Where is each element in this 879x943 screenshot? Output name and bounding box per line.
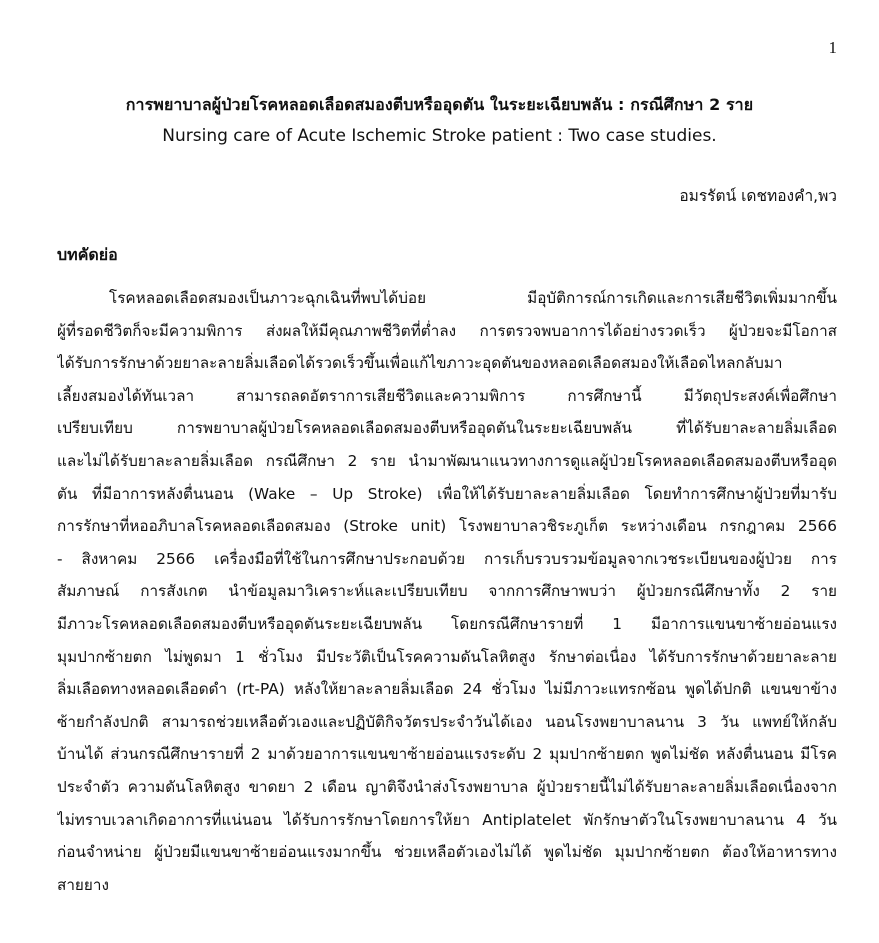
abstract-line: การรักษาที่หออภิบาลโรคหลอดเลือดสมอง (Stroke unit) โรงพยาบาลวชิระภูเก็ต ระหว่างเดือน กรกฎาคม 2566 [57, 517, 837, 536]
title-english: Nursing care of Acute Ischemic Stroke patient : Two case studies. [162, 126, 717, 146]
abstract-body [57, 282, 837, 901]
abstract-line: ผู้ที่รอดชีวิตก็จะมีความพิการ ส่งผลให้มีคุณภาพชีวิตที่ต่ำลง การตรวจพบอาการได้อย่างรวดเร็ว ผู้ป่วยจะมีโอกาส [57, 321, 837, 340]
abstract-line: บ้านได้ ส่วนกรณีศึกษารายที่ 2 มาด้วยอาการแขนขาซ้ายอ่อนแรงระดับ 2 มุมปากซ้ายตก พูดไม่ชัด หลังตื่นนอน มีโรค [57, 745, 837, 764]
abstract-line: และไม่ได้รับยาละลายลิ่มเลือด กรณีศึกษา 2 ราย นำมาพัฒนาแนวทางการดูแลผู้ป่วยโรคหลอดเลือดสมองตีบหรืออุด [57, 451, 837, 470]
author-name: อมรรัตน์ เดชทองคำ,พว [679, 187, 837, 205]
abstract-line: - สิงหาคม 2566 เครื่องมือที่ใช้ในการศึกษาประกอบด้วย การเก็บรวบรวมข้อมูลจากเวชระเบียนของผู้ป่วย การ [57, 549, 837, 568]
abstract-line: ได้รับการรักษาด้วยยาละลายลิ่มเลือดได้รวดเร็วขึ้นเพื่อแก้ไขภาวะอุดตันของหลอดเลือดสมองให้เลือดไหลกลับมา [57, 354, 783, 373]
abstract-heading: บทคัดย่อ [57, 245, 118, 264]
abstract-line: สายยาง [57, 875, 109, 894]
abstract-line: สัมภาษณ์ การสังเกต นำข้อมูลมาวิเคราะห์และเปรียบเทียบ จากการศึกษาพบว่า ผู้ป่วยกรณีศึกษาทั้ง 2 ราย [57, 582, 837, 601]
abstract-line: ไม่ทราบเวลาเกิดอาการที่แน่นอน ได้รับการรักษาโดยการให้ยา Antiplatelet พักรักษาตัวในโรงพยาบาลนาน 4 วัน [57, 810, 837, 829]
abstract-line: ลิ่มเลือดทางหลอดเลือดดำ (rt-PA) หลังให้ยาละลายลิ่มเลือด 24 ชั่วโมง ไม่มีภาวะแทรกซ้อน พูดได้ปกติ แขนขาข้าง [57, 680, 837, 699]
abstract-line: ประจำตัว ความดันโลหิตสูง ขาดยา 2 เดือน ญาติจึงนำส่งโรงพยาบาล ผู้ป่วยรายนี้ไม่ได้รับยาละลายลิ่มเลือดเนื่องจาก [57, 777, 837, 796]
page-number: 1 [828, 38, 837, 57]
abstract-line: ซ้ายกำลังปกติ สามารถช่วยเหลือตัวเองและปฏิบัติกิจวัตรประจำวันได้เอง นอนโรงพยาบาลนาน 3 วัน แพทย์ให้กลับ [57, 712, 837, 731]
abstract-line: ก่อนจำหน่าย ผู้ป่วยมีแขนขาซ้ายอ่อนแรงมากขึ้น ช่วยเหลือตัวเองไม่ได้ พูดไม่ชัด มุมปากซ้ายตก ต้องให้อาหารทาง [57, 843, 837, 862]
abstract-line: เลี้ยงสมองได้ทันเวลา สามารถลดอัตราการเสียชีวิตและความพิการ การศึกษานี้ มีวัตถุประสงค์เพื่อศึกษา [57, 386, 837, 405]
abstract-line: เปรียบเทียบ การพยาบาลผู้ป่วยโรคหลอดเลือดสมองตีบหรืออุดตันในระยะเฉียบพลัน ที่ได้รับยาละลายลิ่มเลือด [57, 419, 837, 438]
abstract-line: มุมปากซ้ายตก ไม่พูดมา 1 ชั่วโมง มีประวัติเป็นโรคความดันโลหิตสูง รักษาต่อเนื่อง ได้รับการรักษาด้วยยาละลาย [57, 647, 837, 666]
abstract-line: มีภาวะโรคหลอดเลือดสมองตีบหรืออุดตันระยะเฉียบพลัน โดยกรณีศึกษารายที่ 1 มีอาการแขนขาซ้ายอ่อนแรง [57, 614, 837, 633]
title-thai: การพยาบาลผู้ป่วยโรคหลอดเลือดสมองตีบหรืออุดตัน ในระยะเฉียบพลัน : กรณีศึกษา 2 ราย [125, 95, 754, 114]
abstract-line: ตัน ที่มีอาการหลังตื่นนอน (Wake – Up Stroke) เพื่อให้ได้รับยาละลายลิ่มเลือด โดยทำการศึกษาผู้ป่วยที่มารับ [57, 484, 837, 503]
abstract-line: โรคหลอดเลือดสมองเป็นภาวะฉุกเฉินที่พบได้บ่อย มีอุบัติการณ์การเกิดและการเสียชีวิตเพิ่มมากขึ้น [109, 289, 837, 307]
